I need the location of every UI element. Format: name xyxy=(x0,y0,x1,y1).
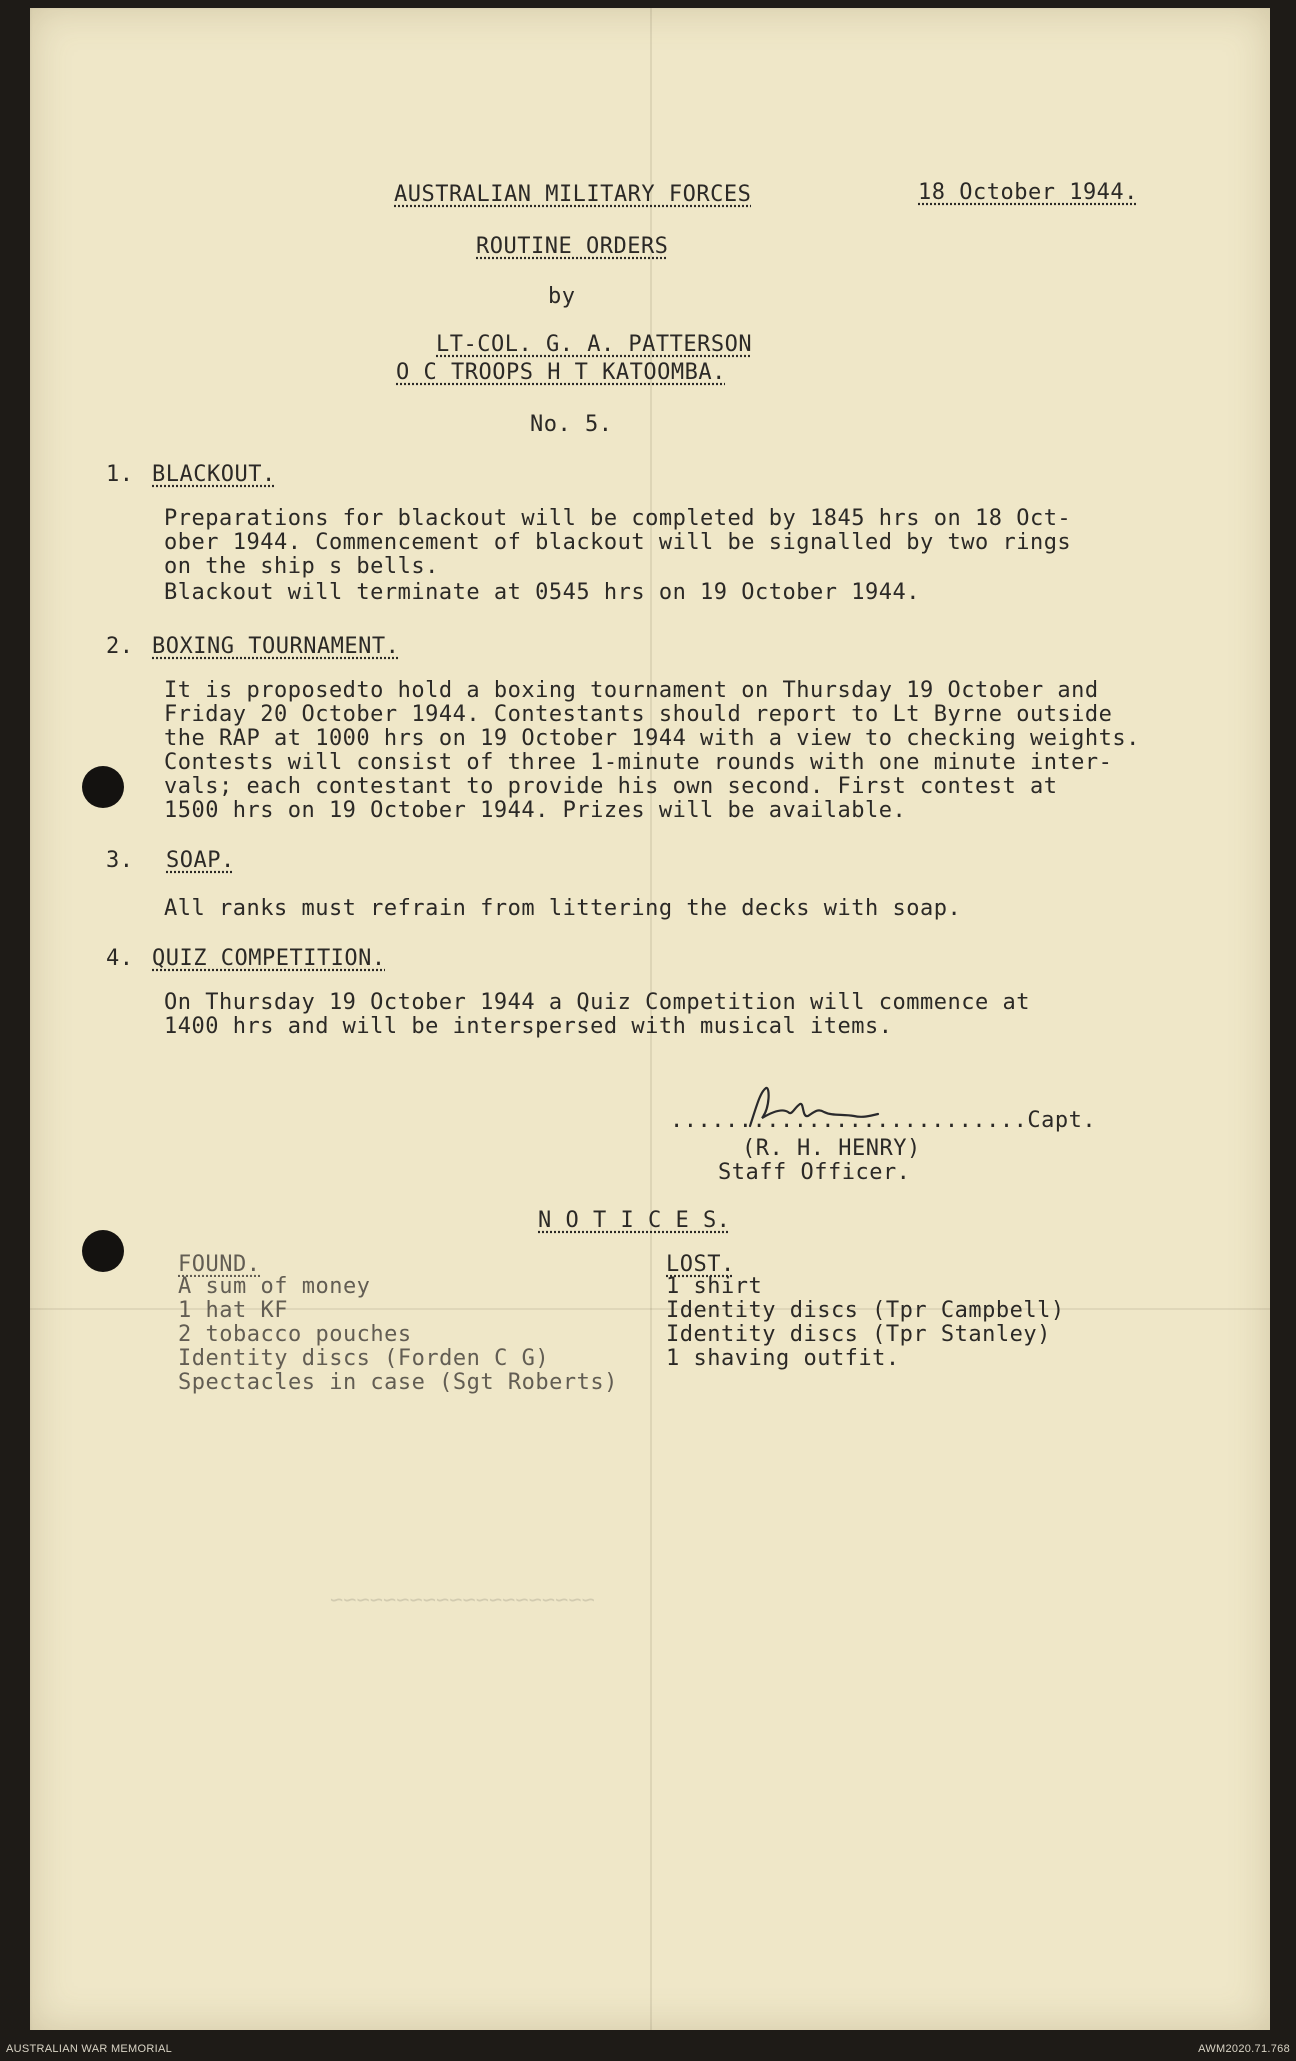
lost-item: Identity discs (Tpr Campbell) xyxy=(666,1298,1065,1323)
found-item: Identity discs (Forden C G) xyxy=(178,1346,550,1371)
by-label: by xyxy=(548,284,576,309)
order-line: the RAP at 1000 hrs on 19 October 1944 with a view to checking weights. xyxy=(164,726,1140,751)
archive-reference: AWM2020.71.768 xyxy=(1198,2043,1290,2055)
signatory-role: Staff Officer. xyxy=(718,1160,911,1185)
order-heading-soap: SOAP. xyxy=(166,848,235,873)
signature-line-rank: ..........................Capt. xyxy=(670,1108,1097,1133)
order-line: vals; each contestant to provide his own second. First contest at xyxy=(164,774,1058,799)
archive-credit: AUSTRALIAN WAR MEMORIAL xyxy=(6,2043,173,2055)
document-title: ROUTINE ORDERS xyxy=(476,234,669,259)
lost-item: 1 shirt xyxy=(666,1274,763,1299)
order-line: Friday 20 October 1944. Contestants should report to Lt Byrne outside xyxy=(164,702,1113,727)
order-line: 1400 hrs and will be interspersed with musical items. xyxy=(164,1014,893,1039)
order-number-2: 2. xyxy=(106,634,134,659)
order-line: Preparations for blackout will be completed by 1845 hrs on 18 Oct- xyxy=(164,506,1072,531)
order-line: Blackout will terminate at 0545 hrs on 19 October 1944. xyxy=(164,580,920,605)
notices-heading: N O T I C E S. xyxy=(538,1208,731,1233)
found-heading: FOUND. xyxy=(178,1252,261,1277)
found-item: 1 hat KF xyxy=(178,1298,288,1323)
order-heading-blackout: BLACKOUT. xyxy=(152,462,276,487)
order-line: All ranks must refrain from littering the decks with soap. xyxy=(164,896,962,921)
found-item: 2 tobacco pouches xyxy=(178,1322,412,1347)
order-date: 18 October 1944. xyxy=(918,180,1138,205)
order-line: On Thursday 19 October 1944 a Quiz Competition will commence at xyxy=(164,990,1030,1015)
lost-heading: LOST. xyxy=(666,1252,735,1277)
order-number-1: 1. xyxy=(106,462,134,487)
order-number: No. 5. xyxy=(530,412,613,437)
order-line: It is proposedto hold a boxing tournament on Thursday 19 October and xyxy=(164,678,1099,703)
bleed-through: ~~~~~~~~~~~~~~~~~~~~ xyxy=(330,1588,595,1613)
punch-hole xyxy=(82,766,124,808)
order-heading-quiz: QUIZ COMPETITION. xyxy=(152,946,386,971)
document-page xyxy=(30,8,1270,2030)
organisation-heading: AUSTRALIAN MILITARY FORCES xyxy=(394,182,752,207)
lost-item: 1 shaving outfit. xyxy=(666,1346,900,1371)
order-number-3: 3. xyxy=(106,848,134,873)
punch-hole xyxy=(82,1230,124,1272)
order-heading-boxing: BOXING TOURNAMENT. xyxy=(152,634,400,659)
found-item: Spectacles in case (Sgt Roberts) xyxy=(178,1370,618,1395)
order-number-4: 4. xyxy=(106,946,134,971)
lost-item: Identity discs (Tpr Stanley) xyxy=(666,1322,1051,1347)
order-line: ober 1944. Commencement of blackout will be signalled by two rings xyxy=(164,530,1072,555)
order-line: Contests will consist of three 1-minute rounds with one minute inter- xyxy=(164,750,1113,775)
command-line: O C TROOPS H T KATOOMBA. xyxy=(396,360,726,385)
found-item: A sum of money xyxy=(178,1274,371,1299)
signatory-name: (R. H. HENRY) xyxy=(742,1136,921,1161)
order-line: on the ship s bells. xyxy=(164,554,439,579)
order-line: 1500 hrs on 19 October 1944. Prizes will be available. xyxy=(164,798,907,823)
issuing-officer: LT-COL. G. A. PATTERSON xyxy=(436,332,753,357)
